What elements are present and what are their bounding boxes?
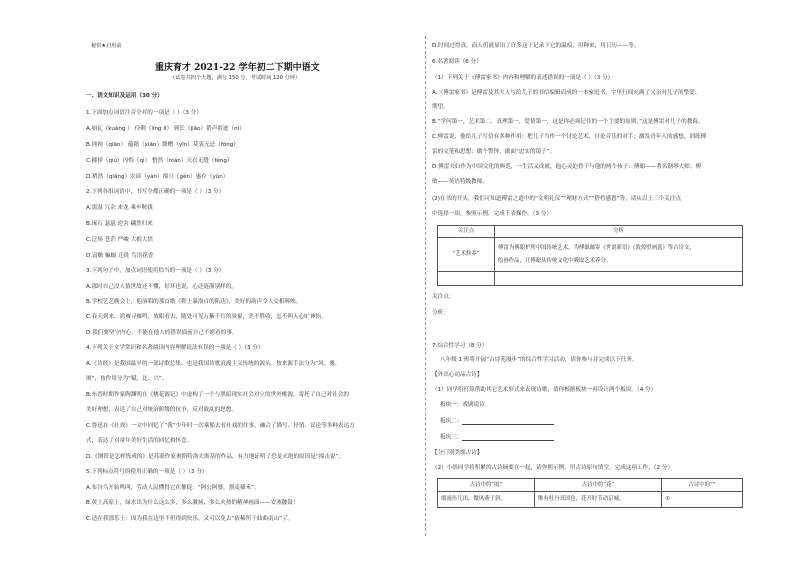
option-c: C.摧拶（qiú）闪烁（qì） 整然（nián）天衣无缝（fèng） [86,158,233,164]
option-b: B.学校艺艺晚会上，他演唱的那首歌《鞋上暴洛自的陷达》，美好的韵声令人交相辉映。 [86,299,302,305]
question-stem: 3.下列句子中，加点词语使用恰当的一项是（ ）（3 分） [86,268,225,274]
option-b: B.东晋时期作家陶渊明在《桃花源记》中虚构了一个与黑暗现实社会对立的世外桃源，寄托了自己对社会的 [86,392,349,398]
table-header: 古诗中的“雨” [438,479,535,492]
question-stem: 2.下列各组词语中，书写全都正确的一项是（ ）（3 分） [86,189,225,195]
option-a: A.《诗经》是我国最早的一部诗歌总集，也是我国诗歌浪漫主义传统的源头。按来源手法分为“风、雅、 [86,361,341,367]
question-stem: 5.下列标点符号的使用正确的一项是（ ）（3 分） [86,469,208,475]
option-b: B.琢石 瑟瑟 逆害 翩然归来 [86,221,153,227]
option-d-continued: D.时间过得真，而人们就显出了许多这于记录下它的温痕，用种来，用日历——等。 [432,43,640,49]
option-d: D.傅雷夫妇作为中国文化的典范，一生活又成就，他心灵迫昏于与他的两个孩子：傅聪——著名钢琴大师；傅 [432,164,701,170]
option-c: C.适在我那乐土：因为我在这里不但得到快乐，又可以免去“依稀所于曲曲南山”了。 [86,516,294,522]
analysis-line: 傅雷为傅聪护所中国传统艺术，为傅聪邮寄《世说新语》《敦煌壁画选》等古诗文、 [498,245,695,252]
table-cell: “艺术修养” [438,238,495,272]
table-header: 分析 [495,226,743,238]
option-b-cont: 美好理想，表达了自己对统治阶级的抗争，反对战乱的思想。 [86,407,238,413]
focus-analysis-table [437,225,743,286]
option-c-cont: 雷的文笔和思想；做个警钟，做面“忠实的镜子”。 [432,149,556,155]
question-stem: 1.下面加点词语注音全对的一项是（ ）（3 分） [86,110,202,116]
table-header: 古诗中的“花” [535,479,662,492]
option-d: D.我们要坚守内心，不能在他人的错误面前自己不愿看的事。 [86,330,238,336]
option-c: C.春天到来，鸿雁寻雁鸣，放眼看去，随处可见万紫千红的景象，美不胜收，怎不叫人心旷神怡。 [86,314,327,320]
board-two[interactable] [440,418,554,425]
option-b: B.钝钝（qiān） 蕴藉（xiān）馈赠（yīn）莫衷无忌（fōng） [86,142,239,148]
question-intro: 八年级 1 班将开展“古诗苑漫步”的综合性学习活动，请你参与并完成以下任务。 [440,357,638,363]
section-heading: 【外出心动品古诗】 [432,372,483,378]
table-header: 古诗中的“” [662,479,743,492]
analysis-line: 绘画作品，让傅聪从传统文化中吸取艺术养分。 [498,257,612,264]
question-stem: （2）小组同学将积累的古诗摘要在一起，请你照示例，用古诗原句填空，完成这项工作。（2 分） [432,465,674,471]
option-d: D.富赡 蝙蝠 迁徙 鸟语花香 [86,253,154,259]
question-stem: （1）下列关于《傅雷家书》内容和理解的表述错误的一项是（ ）（3 分） [432,75,614,81]
question-title: 7.综合性学习（8 分） [432,343,488,349]
option-d-cont: 敏——英语特级教师。 [432,179,488,185]
question-title: 6.名著阅读（6 分） [432,59,482,65]
table-cell: 细雨鱼儿出，微风燕子斜。 [438,492,535,508]
board-two-label: 板块二： [440,418,463,425]
option-d: D.稍然（qiǎng）农谚（yàn）绵亘（gèn）惠存（yǔn） [86,174,229,180]
table-cell [495,238,743,272]
answer-blank[interactable] [462,418,554,425]
question-stem: 4.下列关于文学常识和名著阅读内容理解说法有误的一项是（ ）（3 分） [86,345,264,351]
option-a: A.濡湿 冗杂 来龙 乘车鞍钱 [86,205,153,211]
option-c: C.傅雷说，他给儿子写信有多种作用：把儿子当作一个讨论艺术、讨论音乐的对手；激发青年人的感想，训练傅 [432,134,707,140]
option-b: B.“学问第一，艺术第二，真理第一，爱情第一，这是你必须记住的一个主要的原则，”这是傅雷对儿子的教诲。 [432,119,704,125]
option-a-cont: 期望。 [432,104,449,110]
page-subtitle: （试卷共四个大题，满分 150 分，考试时间 120 分钟） [170,75,301,81]
option-c: C.鲁迅在《社戏》一文中回忆了“我”少年时一次乘船去看社戏的往事，融合了描写、抒情、议论等多种表达方 [86,423,355,429]
option-c-cont: 式，表达了对童年美好生活的回忆和怀念。 [86,438,193,444]
option-a: A.崩瓦（kuǎng ） 伶俐（líng lì） 颀长（jiǎo）销声匿迹（nì） [86,126,245,132]
section-title: 一、语文知识及运用（30 分） [86,93,163,99]
table-cell-empty[interactable] [438,272,495,286]
section-heading: 【分门别类细古诗】 [432,450,483,456]
question-stem-cont: 中选择一项，参照示例，完成下表操作。（3 分） [432,211,553,217]
secret-label: 秘密★启用前 [91,43,122,49]
board-three[interactable] [440,434,554,441]
option-a: A.《傅雷家书》是傅雷及其夫人写给儿子的书信编辑而成的一本家庭书，字里行间充满了父亲对儿子的挚爱、 [432,90,701,96]
option-a: A.那时自己没人情世故还不懂，好坏也说，心还涟漪别样的。 [86,284,237,290]
table-cell: 唯有牡丹真国色，花开时节动京城。 [535,492,662,508]
poem-table [437,478,743,508]
column-divider [425,36,426,536]
table-cell-empty[interactable] [495,272,743,286]
option-b: B.黄土高原上，绿水出为什么这么多，多么激扬，多么火热的精神画面——安塞腰鼓！ [86,500,299,506]
option-c: C.泛场 苍茫 严峻 大相大悟 [86,237,153,243]
focus-label: 关注点： [432,294,455,300]
question-stem: (2)在书的开头，我们可知道傅雷之道中的“文明礼仪”“理财方式”“搭档感恩”等，请从以上三个关注点 [432,196,682,202]
option-a: A.布谷鸟开始鸣叫，劳动人民懂得它在催促：“阿公阿婆，割麦插禾”。 [86,485,260,491]
board-three-label: 板块三： [440,434,463,441]
question-stem: （1）同学们打算借助其它艺术形式来表现诗歌，请你根据板块一再设计两个板块。（4 分） [432,387,657,393]
answer-blank[interactable] [462,434,554,441]
table-header: 关注点 [438,226,495,238]
analysis-label: 分析： [432,310,449,316]
page-title: 重庆育才 2021-22 学年初二下期中语文 [155,63,320,73]
table-cell-answer[interactable]: ① [662,492,743,508]
option-d: D.《钢铁是怎样炼成的》是苏联作家奥斯特洛夫斯基的作品，有力地证明了恐龙灭绝的原因是“撞击说”。 [86,454,345,460]
option-a-cont: 颂”，按作用分为“赋、比、兴”。 [86,376,168,382]
board-one: 板块一：戏剧说诗 [440,402,485,408]
